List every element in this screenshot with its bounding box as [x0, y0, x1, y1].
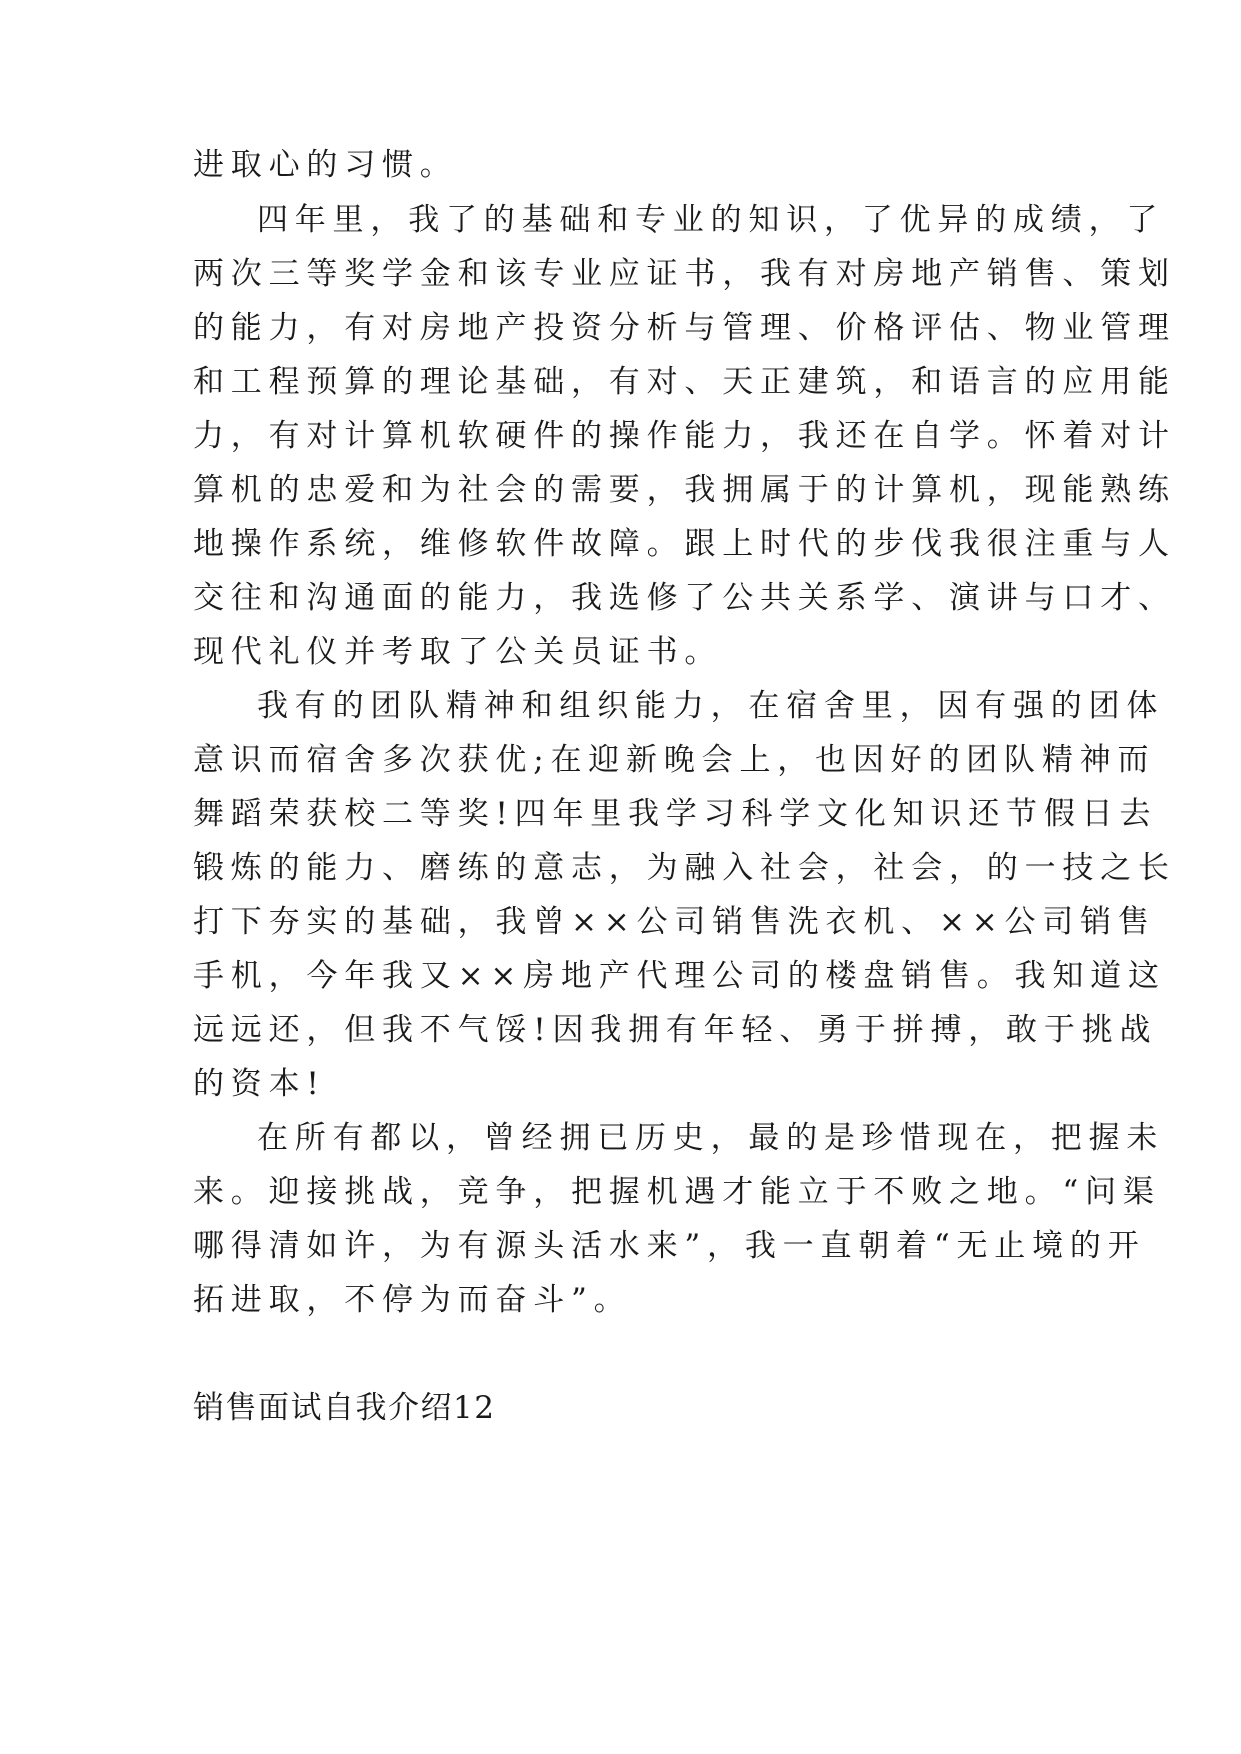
paragraph-line: 在所有都以，曾经拥已历史，最的是珍惜现在，把握未: [257, 1120, 1165, 1156]
paragraph-line: 的能力，有对房地产投资分析与管理、价格评估、物业管理: [193, 310, 1176, 346]
paragraph-line: 手机，今年我又××房地产代理公司的楼盘销售。我知道这: [193, 958, 1166, 994]
paragraph-line: 交往和沟通面的能力，我选修了公共关系学、演讲与口才、: [193, 580, 1176, 616]
section-heading: 销售面试自我介绍12: [193, 1390, 496, 1426]
paragraph-line: 锻炼的能力、磨练的意志，为融入社会，社会，的一技之长: [193, 850, 1176, 886]
paragraph-line: 算机的忠爱和为社会的需要，我拥属于的计算机，现能熟练: [193, 472, 1176, 508]
paragraph-line: 进取心的习惯。: [193, 147, 458, 183]
paragraph-line: 的资本!: [193, 1066, 326, 1102]
paragraph-line: 拓进取，不停为而奋斗”。: [193, 1282, 632, 1318]
paragraph-line: 我有的团队精神和组织能力，在宿舍里，因有强的团体: [257, 688, 1165, 724]
paragraph-line: 舞蹈荣获校二等奖!四年里我学习科学文化知识还节假日去: [193, 796, 1158, 832]
paragraph-line: 地操作系统，维修软件故障。跟上时代的步伐我很注重与人: [193, 526, 1176, 562]
paragraph-line: 力，有对计算机软硬件的操作能力，我还在自学。怀着对计: [193, 418, 1176, 454]
paragraph-line: 来。迎接挑战，竞争，把握机遇才能立于不败之地。“问渠: [193, 1174, 1161, 1210]
paragraph-line: 哪得清如许，为有源头活水来”，我一直朝着“无止境的开: [193, 1228, 1146, 1264]
paragraph-line: 意识而宿舍多次获优;在迎新晚会上，也因好的团队精神而: [193, 742, 1156, 778]
paragraph-line: 现代礼仪并考取了公关员证书。: [193, 634, 723, 670]
paragraph-line: 两次三等奖学金和该专业应证书，我有对房地产销售、策划: [193, 256, 1176, 292]
paragraph-line: 四年里，我了的基础和专业的知识，了优异的成绩，了: [257, 202, 1165, 238]
paragraph-line: 和工程预算的理论基础，有对、天正建筑，和语言的应用能: [193, 364, 1176, 400]
paragraph-line: 远远还，但我不气馁!因我拥有年轻、勇于拼搏，敢于挑战: [193, 1012, 1158, 1048]
paragraph-line: 打下夯实的基础，我曾××公司销售洗衣机、××公司销售: [193, 904, 1156, 940]
